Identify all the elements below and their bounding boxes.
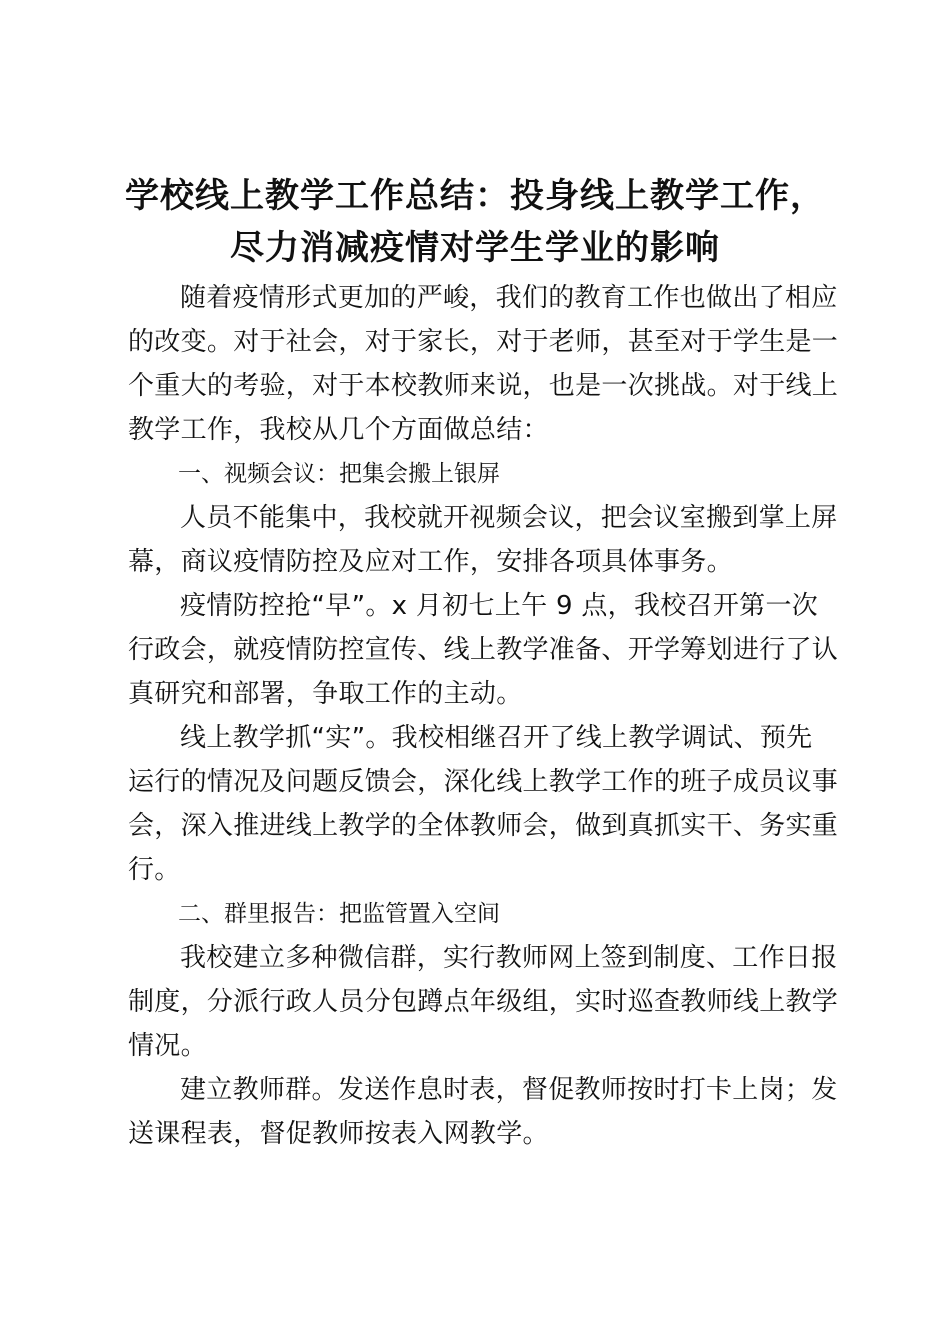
text-line: 随着疫情形式更加的严峻，我们的教育工作也做出了相应 (180, 283, 838, 313)
document-body (128, 276, 839, 1156)
text-line: 情况。 (128, 1031, 207, 1061)
text-line: 送课程表，督促教师按表入网教学。 (128, 1119, 549, 1149)
text-line: 个重大的考验，对于本校教师来说，也是一次挑战。对于线上 (128, 371, 839, 401)
section1-paragraph-1 (128, 496, 836, 584)
section1-paragraph-3 (128, 716, 839, 892)
section-heading-2: 二、群里报告：把监管置入空间 (178, 901, 500, 927)
text-line: 制度，分派行政人员分包蹲点年级组，实时巡查教师线上教学 (128, 987, 839, 1017)
text-line: 的改变。对于社会，对于家长，对于老师，甚至对于学生是一 (128, 327, 839, 357)
text-line: 幕，商议疫情防控及应对工作，安排各项具体事务。 (128, 547, 733, 577)
text-line: 真研究和部署，争取工作的主动。 (128, 679, 523, 709)
title-line: 学校线上教学工作总结：投身线上教学工作， (125, 176, 825, 216)
text-line: 教学工作，我校从几个方面做总结： (128, 415, 549, 445)
text-line: 线上教学抓“实”。我校相继召开了线上教学调试、预先 (180, 723, 813, 753)
text-line: 会，深入推进线上教学的全体教师会，做到真抓实干、务实重 (128, 811, 839, 841)
section2-paragraph-1 (128, 936, 839, 1068)
title-line: 尽力消减疫情对学生学业的影响 (230, 228, 720, 268)
text-line: 我校建立多种微信群，实行教师网上签到制度、工作日报 (180, 943, 838, 973)
intro-paragraph (128, 276, 839, 452)
section2-paragraph-2 (128, 1068, 836, 1156)
text-line: 疫情防控抢“早”。x 月初七上午 9 点，我校召开第一次 (180, 591, 819, 621)
text-line: 行。 (128, 855, 181, 885)
text-line: 人员不能集中，我校就开视频会议，把会议室搬到掌上屏 (180, 503, 838, 533)
text-line: 行政会，就疫情防控宣传、线上教学准备、开学筹划进行了认 (128, 635, 839, 665)
text-line: 运行的情况及问题反馈会，深化线上教学工作的班子成员议事 (128, 767, 839, 797)
section-heading-1: 一、视频会议：把集会搬上银屏 (178, 461, 500, 487)
text-line: 建立教师群。发送作息时表，督促教师按时打卡上岗；发 (180, 1075, 838, 1105)
document-title (110, 170, 840, 274)
section1-paragraph-2 (128, 584, 839, 716)
